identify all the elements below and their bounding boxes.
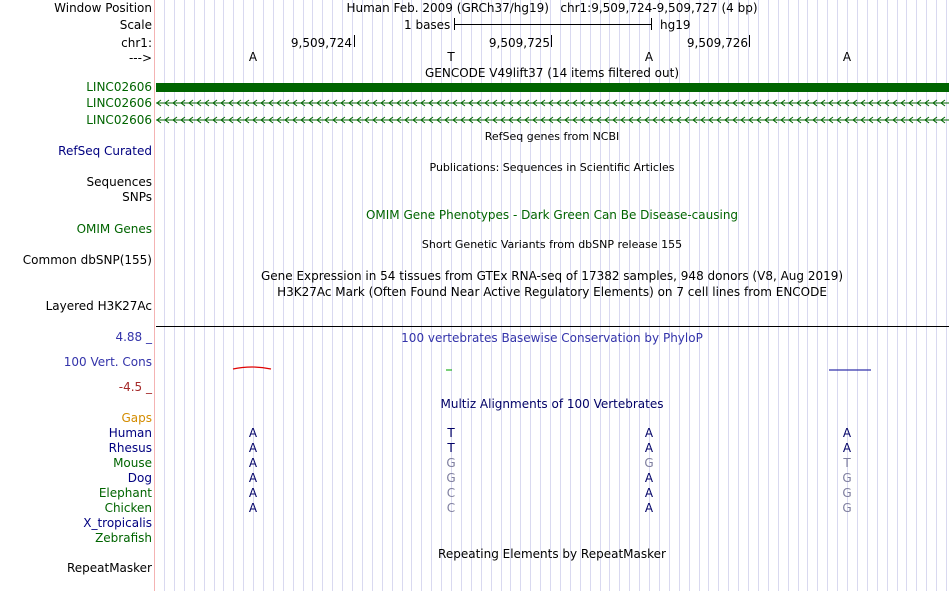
multiz-track-title[interactable]: Multiz Alignments of 100 Vertebrates xyxy=(440,397,664,411)
chrom-tick-label: 9,509,725 xyxy=(488,36,550,50)
intron-arrows-svg xyxy=(156,114,949,126)
gencode-track-title[interactable]: GENCODE V49lift37 (14 items filtered out) xyxy=(424,66,679,80)
omim-track-label[interactable]: OMIM Genes xyxy=(76,222,152,236)
chrom-tick xyxy=(749,35,750,47)
scale-bar-right-tick xyxy=(651,18,652,30)
species-label-chicken[interactable]: Chicken xyxy=(104,501,152,515)
phylop-graph-svg xyxy=(156,360,949,376)
species-label-mouse[interactable]: Mouse xyxy=(113,456,152,470)
window-position-label: Window Position xyxy=(54,1,152,15)
snps-track-label[interactable]: SNPs xyxy=(122,190,152,204)
scale-assembly: hg19 xyxy=(660,18,691,32)
alignment-base: A xyxy=(842,441,852,455)
alignment-base: A xyxy=(248,426,258,440)
chrom-tick xyxy=(551,35,552,47)
refseq-track-label[interactable]: RefSeq Curated xyxy=(58,144,152,158)
alignment-base: T xyxy=(447,426,455,440)
gencode-gene-intron[interactable] xyxy=(156,114,949,126)
sequences-track-label[interactable]: Sequences xyxy=(86,175,152,189)
alignment-base: A xyxy=(644,441,654,455)
species-label-dog[interactable]: Dog xyxy=(127,471,152,485)
species-label-x_tropicalis[interactable]: X_tropicalis xyxy=(83,516,152,530)
scale-label: Scale xyxy=(119,18,152,32)
h3k27ac-baseline xyxy=(156,326,949,327)
alignment-base: G xyxy=(644,456,654,470)
gtex-track-title[interactable]: Gene Expression in 54 tissues from GTEx RNA-seq of 17382 samples, 948 donors (V8, Aug 2019) xyxy=(260,269,844,283)
alignment-base: A xyxy=(248,456,258,470)
alignment-base: C xyxy=(446,501,456,515)
alignment-base: A xyxy=(644,426,654,440)
strand-label: ---> xyxy=(128,51,152,65)
chrom-label: chr1: xyxy=(121,36,152,50)
chrom-tick xyxy=(354,35,355,47)
phylop-max-value: 4.88 _ xyxy=(115,330,152,344)
species-label-human[interactable]: Human xyxy=(108,426,152,440)
chrom-tick-label: 9,509,724 xyxy=(290,36,352,50)
alignment-base: A xyxy=(644,486,654,500)
alignment-base: G xyxy=(842,471,852,485)
gencode-item-label[interactable]: LINC02606 xyxy=(86,80,152,94)
refseq-track-title[interactable]: RefSeq genes from NCBI xyxy=(484,130,620,143)
phylop-negative-mark xyxy=(233,367,271,369)
phylop-track-title[interactable]: 100 vertebrates Basewise Conservation by PhyloP xyxy=(401,331,703,345)
gencode-gene-intron[interactable] xyxy=(156,97,949,109)
dbsnp-track-label[interactable]: Common dbSNP(155) xyxy=(22,253,152,267)
alignment-base: G xyxy=(842,501,852,515)
alignment-base: G xyxy=(446,456,456,470)
sequence-base: A xyxy=(248,50,258,64)
species-label-rhesus[interactable]: Rhesus xyxy=(108,441,152,455)
omim-track-title[interactable]: OMIM Gene Phenotypes - Dark Green Can Be Disease-causing xyxy=(365,208,739,222)
h3k27ac-track-label[interactable]: Layered H3K27Ac xyxy=(45,299,152,313)
phylop-graph[interactable] xyxy=(156,360,949,376)
alignment-base: A xyxy=(644,501,654,515)
phylop-min-value: -4.5 _ xyxy=(118,380,152,394)
alignment-base: G xyxy=(446,471,456,485)
phylop-track-label[interactable]: 100 Vert. Cons xyxy=(63,355,152,369)
alignment-base: A xyxy=(842,426,852,440)
species-label-zebrafish[interactable]: Zebrafish xyxy=(95,531,152,545)
sequence-base: A xyxy=(644,50,654,64)
gencode-item-label[interactable]: LINC02606 xyxy=(86,113,152,127)
label-separator-line xyxy=(154,0,155,591)
alignment-base: A xyxy=(248,441,258,455)
scale-text: 1 bases xyxy=(404,18,451,32)
alignment-base: T xyxy=(447,441,455,455)
species-label-elephant[interactable]: Elephant xyxy=(98,486,152,500)
alignment-base: A xyxy=(248,471,258,485)
repeatmasker-track-label[interactable]: RepeatMasker xyxy=(66,561,152,575)
repeatmasker-track-title[interactable]: Repeating Elements by RepeatMasker xyxy=(438,547,666,561)
scale-bar-line xyxy=(454,24,652,25)
intron-arrows-svg xyxy=(156,97,949,109)
alignment-base: A xyxy=(248,501,258,515)
chrom-tick-label: 9,509,726 xyxy=(686,36,748,50)
alignment-base: T xyxy=(843,456,851,470)
sequence-base: A xyxy=(842,50,852,64)
alignment-base: A xyxy=(644,471,654,485)
alignment-base: G xyxy=(842,486,852,500)
alignment-base: A xyxy=(248,486,258,500)
gaps-track-label[interactable]: Gaps xyxy=(121,411,152,425)
gencode-item-label[interactable]: LINC02606 xyxy=(86,96,152,110)
window-position-text: Human Feb. 2009 (GRCh37/hg19) chr1:9,509,724-9,509,727 (4 bp) xyxy=(346,1,758,15)
publications-track-title[interactable]: Publications: Sequences in Scientific Articles xyxy=(429,161,675,174)
sequence-base: T xyxy=(447,50,455,64)
alignment-base: C xyxy=(446,486,456,500)
gencode-gene-block[interactable] xyxy=(156,83,949,92)
h3k27ac-track-title[interactable]: H3K27Ac Mark (Often Found Near Active Regulatory Elements) on 7 cell lines from ENCODE xyxy=(277,285,827,299)
dbsnp-track-title[interactable]: Short Genetic Variants from dbSNP release 155 xyxy=(421,238,683,251)
